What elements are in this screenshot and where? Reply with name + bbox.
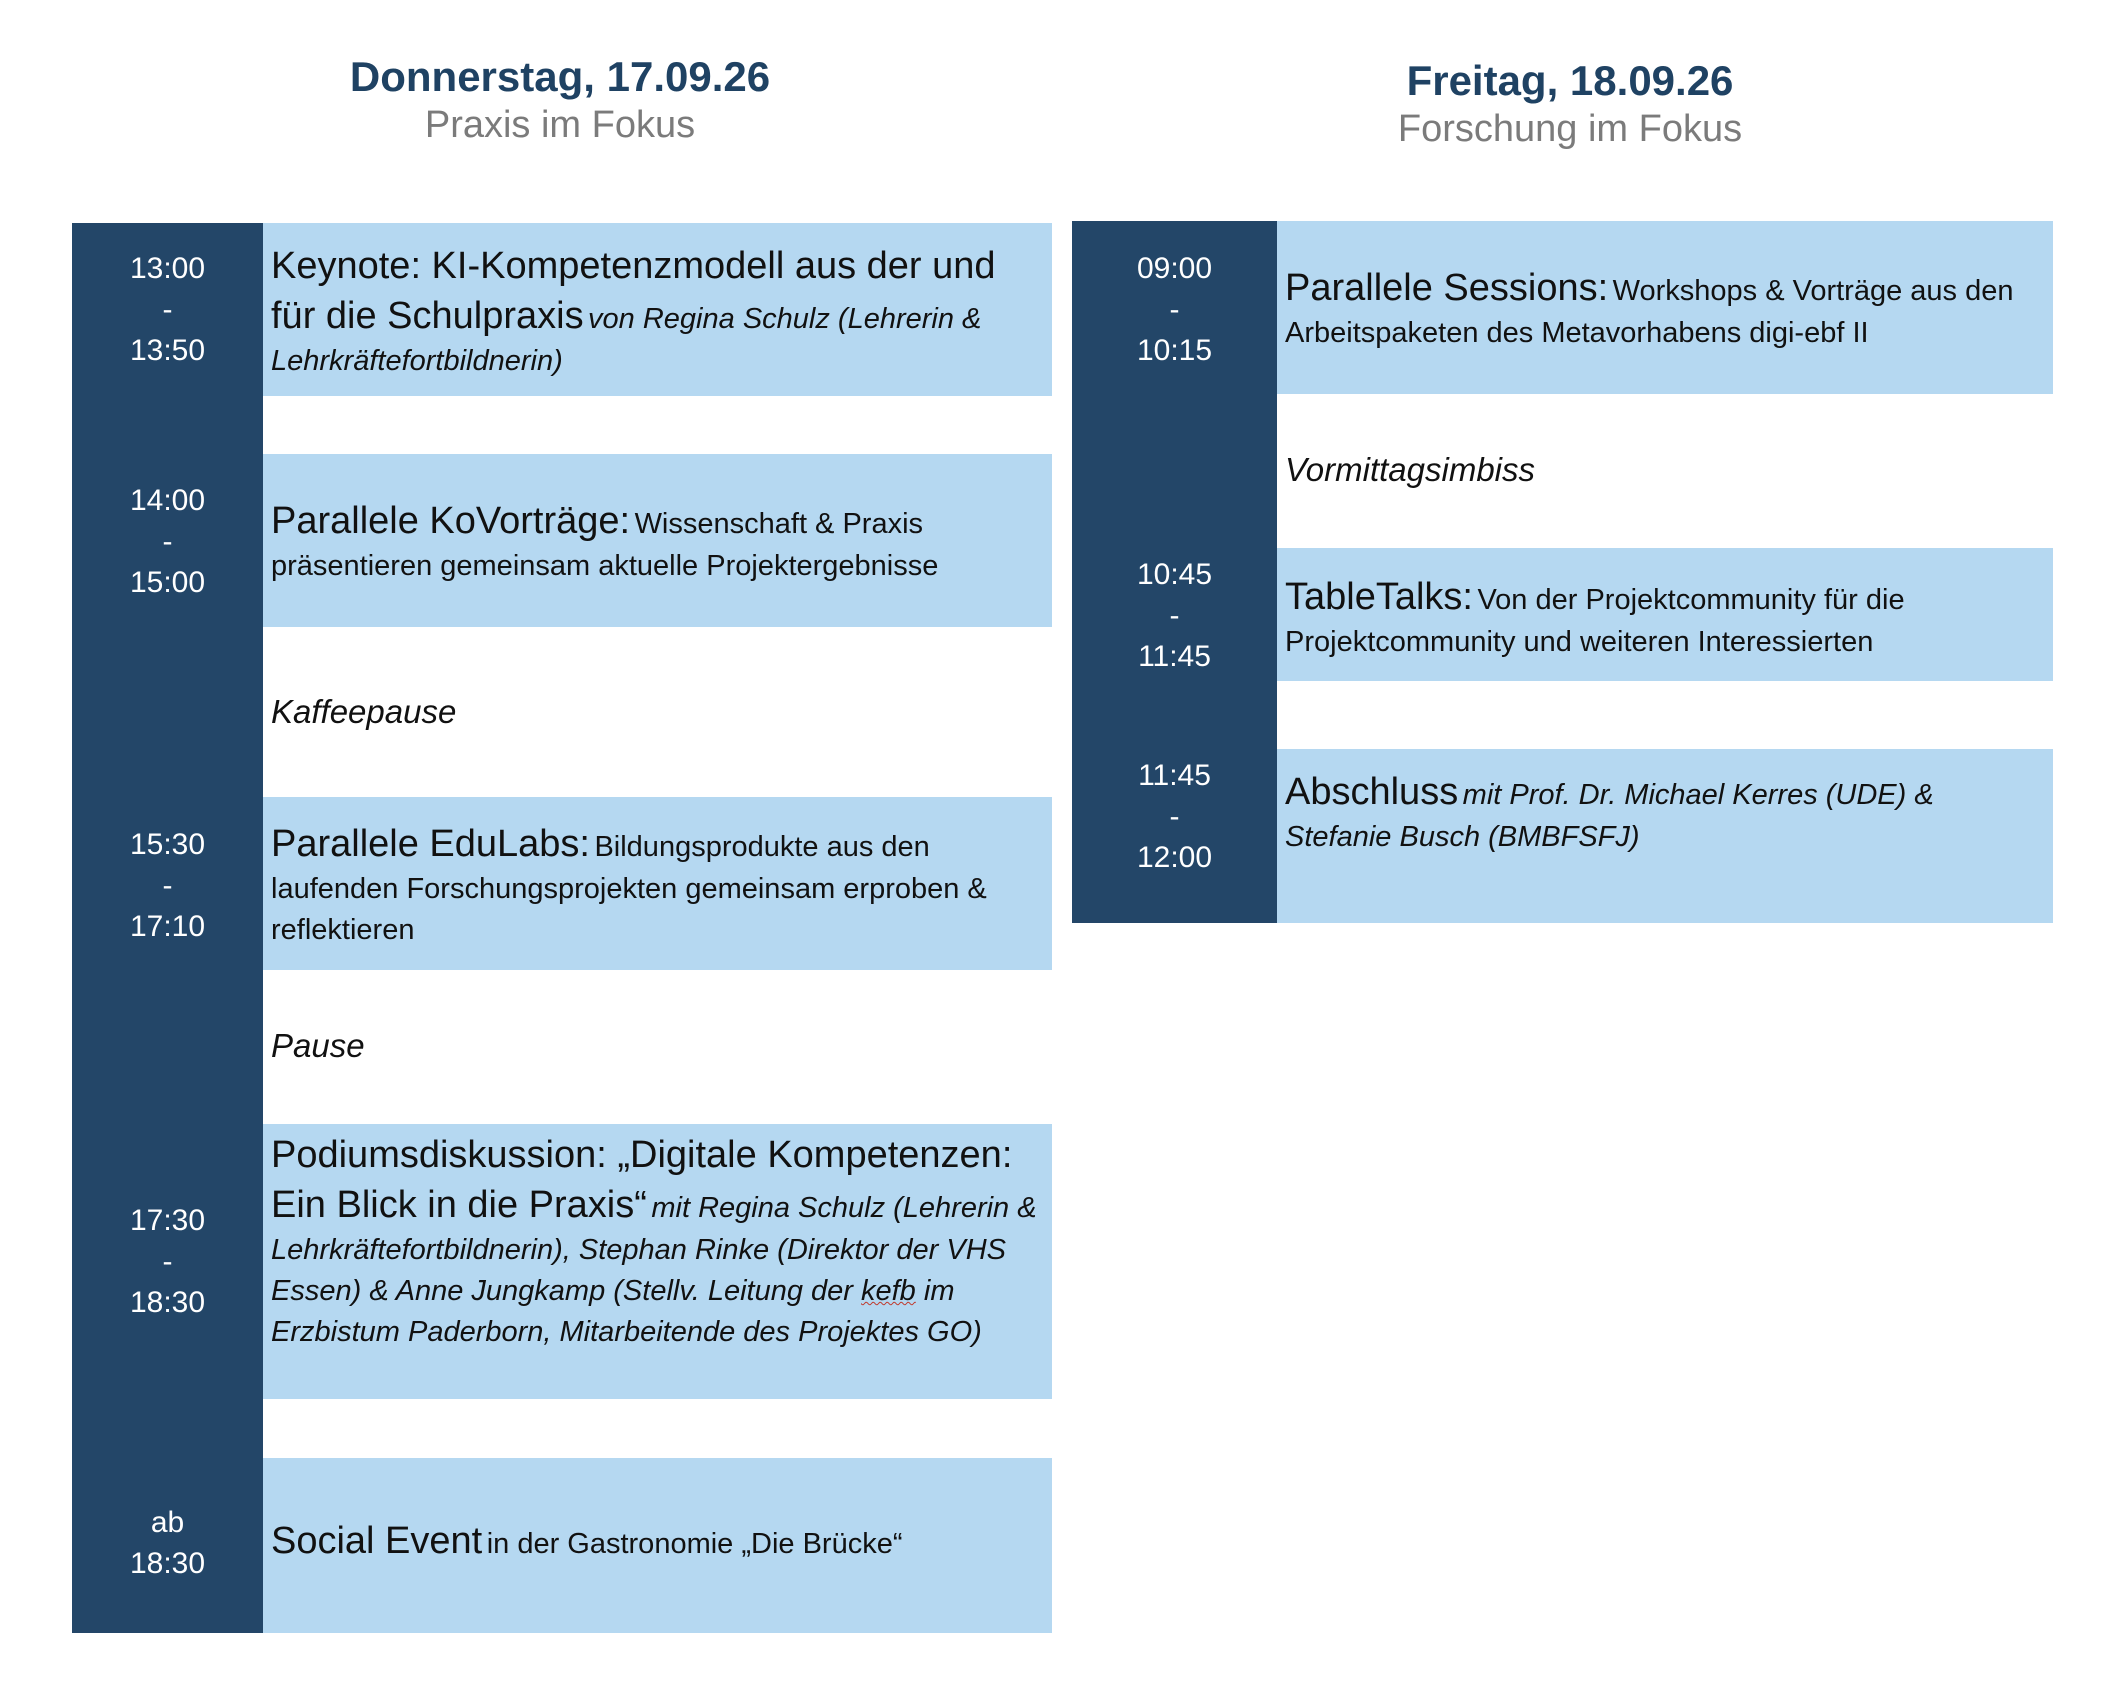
session-description: mit Prof. Dr. Michael Kerres (UDE) & Stefanie Busch (BMBFSFJ) <box>1285 779 1934 853</box>
time-end: 13:50 <box>129 334 206 367</box>
day1-item2-time <box>72 480 263 603</box>
day1-title: Donnerstag, 17.09.26 <box>349 53 771 100</box>
day1-session-podium <box>263 1124 1052 1399</box>
day1-break-kaffeepause <box>263 690 1052 734</box>
session-title: Podiumsdiskussion: „Digitale Kompetenzen: Ein Blick in die Praxis“ <box>271 1134 1013 1226</box>
session-description: von Regina Schulz (Lehrerin & Lehrkräftefortbildnerin) <box>271 303 982 377</box>
day1-session-keynote <box>263 223 1052 396</box>
time-start: 17:30 <box>129 1204 206 1237</box>
session-description: Wissenschaft & Praxis präsentieren gemeinsam aktuelle Projektergebnisse <box>271 508 939 582</box>
day2-item1-time <box>1072 248 1277 371</box>
session-description: in der Gastronomie „Die Brücke“ <box>486 1528 903 1560</box>
session-description: Bildungsprodukte aus den laufenden Forschungsprojekten gemeinsam erproben & reflektieren <box>271 831 987 946</box>
session-title: Parallele EduLabs: <box>271 823 590 865</box>
time-separator: - <box>1169 800 1180 833</box>
day1-item5-time <box>72 1502 263 1584</box>
day2-session-abschluss <box>1277 749 2053 923</box>
time-separator: - <box>162 1245 173 1278</box>
time-end: 18:30 <box>129 1547 206 1580</box>
day2-header <box>1070 56 2070 152</box>
day1-session-kovortraege <box>263 454 1052 627</box>
day1-item4-time <box>72 1200 263 1323</box>
session-title: Keynote: KI-Kompetenzmodell aus der und für die Schulpraxis <box>271 245 996 337</box>
description-part: mit Regina Schulz (Lehrerin & Lehrkräftefortbildnerin), Stephan Rinke (Direktor der VHS Essen) & Anne Jungkamp (Stellv. Leitung der <box>271 1192 1037 1307</box>
day1-item1-time <box>72 248 263 371</box>
day1-item3-time <box>72 824 263 947</box>
session-title: TableTalks: <box>1285 576 1473 618</box>
session-title: Abschluss <box>1285 771 1459 813</box>
session-title: Parallele Sessions: <box>1285 267 1609 309</box>
day1-header <box>60 52 1060 148</box>
time-end: 11:45 <box>1138 640 1211 673</box>
day1-session-social-event <box>263 1458 1052 1633</box>
day1-session-edulabs <box>263 797 1052 970</box>
break-label: Kaffeepause <box>271 693 457 730</box>
time-separator: - <box>162 525 173 558</box>
session-description: Von der Projektcommunity für die Projektcommunity und weiteren Interessierten <box>1285 584 1905 658</box>
day2-break-vormittagsimbiss <box>1277 448 2053 492</box>
time-end: 15:00 <box>129 566 206 599</box>
time-start: 10:45 <box>1136 558 1213 591</box>
session-description: Workshops & Vorträge aus den Arbeitspaketen des Metavorhabens digi-ebf II <box>1285 275 2014 349</box>
day2-item2-time <box>1072 554 1277 677</box>
break-label: Pause <box>271 1027 365 1064</box>
time-end: 12:00 <box>1136 841 1213 874</box>
day2-subtitle: Forschung im Fokus <box>1397 108 1743 150</box>
time-start: 15:30 <box>129 828 206 861</box>
time-separator: - <box>162 869 173 902</box>
description-spellcheck-word: kefb <box>861 1275 916 1307</box>
day2-session-tabletalks <box>1277 548 2053 681</box>
day2-item3-time <box>1072 755 1277 878</box>
time-end: 10:15 <box>1136 334 1213 367</box>
time-start: 14:00 <box>129 484 206 517</box>
session-title: Social Event <box>271 1520 483 1562</box>
break-label: Vormittagsimbiss <box>1285 451 1535 488</box>
time-end: 18:30 <box>129 1286 206 1319</box>
day2-title: Freitag, 18.09.26 <box>1406 57 1734 104</box>
day1-break-pause <box>263 1024 1052 1068</box>
description-part: im Erzbistum Paderborn, Mitarbeitende des Projektes GO) <box>271 1275 982 1348</box>
time-separator: - <box>162 293 173 326</box>
session-title: Parallele KoVorträge: <box>271 500 631 542</box>
time-start: 11:45 <box>1138 759 1211 792</box>
time-start: ab <box>150 1506 185 1539</box>
time-end: 17:10 <box>129 910 206 943</box>
time-separator: - <box>1169 599 1180 632</box>
time-start: 13:00 <box>129 252 206 285</box>
day2-session-parallel <box>1277 221 2053 394</box>
time-separator: - <box>1169 293 1180 326</box>
day1-subtitle: Praxis im Fokus <box>424 104 696 146</box>
time-start: 09:00 <box>1136 252 1213 285</box>
